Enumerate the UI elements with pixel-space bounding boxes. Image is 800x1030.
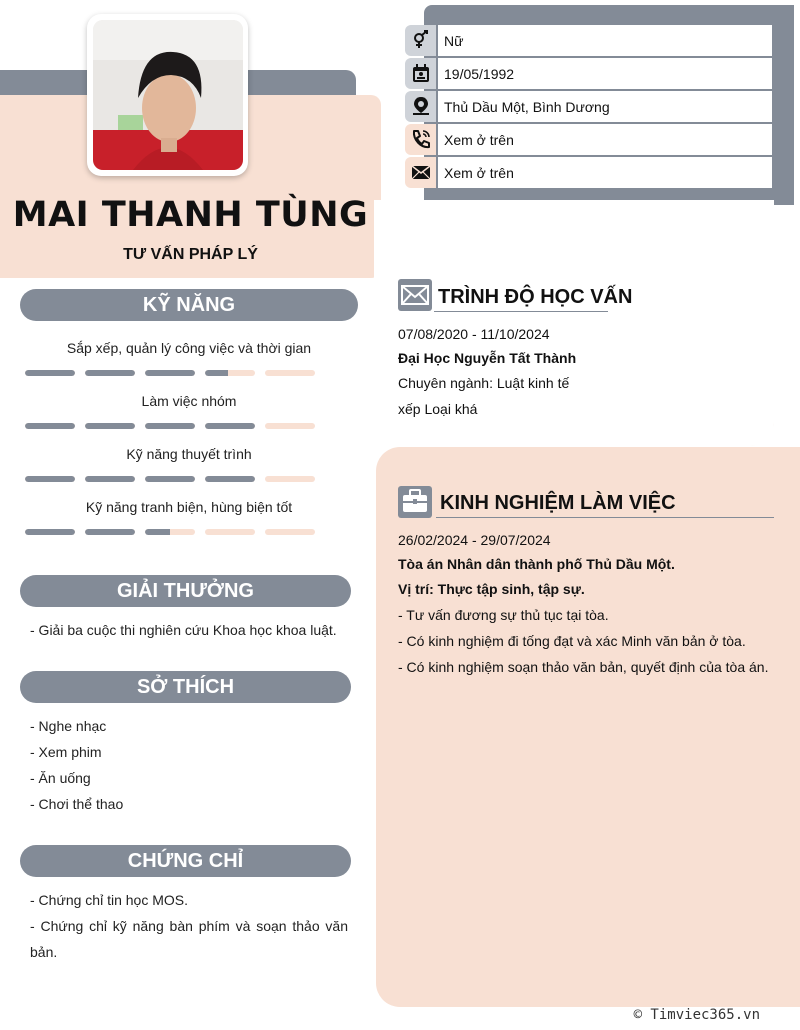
experience-period: 26/02/2024 - 29/07/2024: [398, 532, 551, 548]
job-title: TƯ VẤN PHÁP LÝ: [123, 246, 258, 263]
skill-rating-segment: [145, 529, 195, 535]
skill-rating-segment: [25, 529, 75, 535]
skill-rating-fill: [85, 476, 135, 482]
envelope-icon: [398, 279, 432, 311]
contact-row-email: [405, 157, 772, 188]
hobby-item: - Chơi thể thao: [30, 796, 124, 812]
skill-rating-fill: [85, 370, 135, 376]
hobby-item: - Nghe nhạc: [30, 718, 107, 734]
experience-company: Tòa án Nhân dân thành phố Thủ Dầu Một.: [398, 556, 675, 572]
education-major: Chuyên ngành: Luật kinh tế: [398, 375, 570, 391]
skill-rating-segment: [85, 529, 135, 535]
skills-heading: KỸ NĂNG: [20, 289, 358, 321]
contact-row-address: [405, 91, 772, 122]
experience-duty: - Tư vấn đương sự thủ tục tại tòa.: [398, 607, 609, 623]
skill-rating-segment: [85, 423, 135, 429]
education-school: Đại Học Nguyễn Tất Thành: [398, 350, 577, 366]
certificate-item: - Chứng chỉ kỹ năng bàn phím và soạn thảo văn: [30, 918, 348, 934]
awards-heading: GIẢI THƯỞNG: [20, 575, 351, 607]
skill-rating-segment: [85, 476, 135, 482]
skill-rating-fill: [25, 476, 75, 482]
calendar-icon: [405, 58, 436, 89]
gender-icon: [405, 25, 436, 56]
education-period: 07/08/2020 - 11/10/2024: [398, 326, 550, 342]
skill-rating-fill: [205, 370, 228, 376]
envelope-icon: [405, 157, 436, 188]
skill-rating-segment: [205, 476, 255, 482]
skill-rating-fill: [85, 423, 135, 429]
location-pin-icon: [405, 91, 436, 122]
education-heading: TRÌNH ĐỘ HỌC VẤN: [438, 286, 633, 308]
education-rank: xếp Loại khá: [398, 401, 478, 417]
skill-rating-fill: [145, 423, 195, 429]
skill-rating-fill: [145, 529, 170, 535]
candidate-name: MAI THANH TÙNG: [12, 195, 369, 235]
skill-rating-segment: [265, 370, 315, 376]
skill-name: Kỹ năng thuyết trình: [126, 446, 252, 462]
certificates-heading: CHỨNG CHỈ: [20, 845, 351, 877]
contact-row-phone: [405, 124, 772, 155]
skill-rating-fill: [145, 476, 195, 482]
skill-rating-segment: [145, 476, 195, 482]
address-value: Thủ Dầu Một, Bình Dương: [444, 99, 610, 115]
skill-rating-segment: [265, 423, 315, 429]
skill-rating-segment: [265, 476, 315, 482]
birthday-value: 19/05/1992: [444, 66, 515, 82]
skill-rating-segment: [205, 370, 255, 376]
skill-rating-segment: [25, 423, 75, 429]
skill-rating-segment: [145, 423, 195, 429]
certificate-item-continued: bản.: [30, 944, 58, 960]
skill-name: Kỹ năng tranh biện, hùng biện tốt: [85, 499, 293, 515]
experience-heading-rule: [436, 517, 774, 518]
skill-rating-segment: [25, 476, 75, 482]
skill-rating-fill: [25, 370, 75, 376]
skill-name: Sắp xếp, quản lý công việc và thời gian: [66, 340, 312, 356]
experience-heading: KINH NGHIỆM LÀM VIỆC: [440, 492, 676, 514]
skill-rating-fill: [145, 370, 195, 376]
skill-rating-segment: [145, 370, 195, 376]
watermark: © Timviec365.vn: [633, 1007, 760, 1023]
skill-rating-segment: [85, 370, 135, 376]
skill-rating-segment: [265, 529, 315, 535]
avatar: [93, 20, 243, 170]
experience-position: Vị trí: Thực tập sinh, tập sự.: [398, 581, 585, 597]
education-heading-rule: [434, 311, 608, 312]
phone-value: Xem ở trên: [444, 132, 514, 148]
skill-rating-fill: [25, 529, 75, 535]
award-item: - Giải ba cuộc thi nghiên cứu Khoa học khoa luật.: [30, 622, 337, 638]
hobby-item: - Xem phim: [30, 744, 102, 760]
briefcase-icon: [398, 486, 432, 518]
email-value: Xem ở trên: [444, 165, 514, 181]
phone-icon: [405, 124, 436, 155]
skill-rating-fill: [205, 476, 255, 482]
skill-rating-segment: [205, 529, 255, 535]
right-peach-band-bottom: [376, 447, 800, 1007]
experience-duty: - Có kinh nghiệm đi tống đạt và xác Minh văn bản ở tòa.: [398, 633, 746, 649]
experience-duty: - Có kinh nghiệm soạn thảo văn bản, quyết định của tòa án.: [398, 659, 769, 675]
contact-row-gender: [405, 25, 772, 56]
hobby-item: - Ăn uống: [30, 770, 91, 786]
skill-rating-segment: [25, 370, 75, 376]
hobbies-heading: SỞ THÍCH: [20, 671, 351, 703]
gender-value: Nữ: [444, 33, 464, 49]
contact-row-birthday: [405, 58, 772, 89]
skill-name: Làm việc nhóm: [141, 393, 237, 409]
skill-rating-fill: [85, 529, 135, 535]
skill-rating-fill: [205, 423, 255, 429]
certificate-item: - Chứng chỉ tin học MOS.: [30, 892, 188, 908]
skill-rating-fill: [25, 423, 75, 429]
skill-rating-segment: [205, 423, 255, 429]
